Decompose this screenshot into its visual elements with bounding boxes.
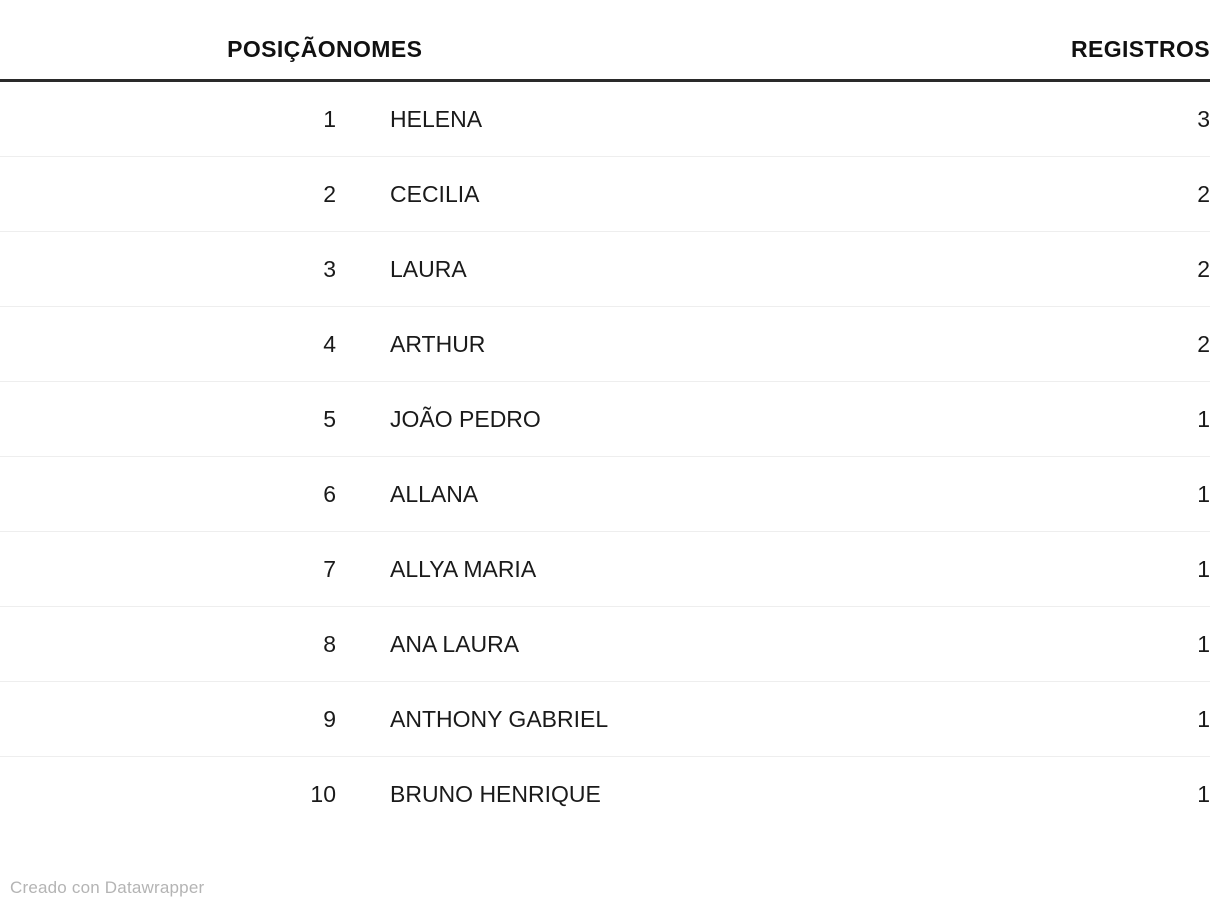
cell-registros: 1: [1197, 480, 1210, 507]
table-row: [0, 457, 1210, 532]
cell-nome: ANA LAURA: [390, 630, 520, 657]
cell-posicao: 10: [310, 780, 336, 807]
table-header-row: [0, 36, 1210, 81]
cell-posicao: 6: [323, 480, 336, 507]
ranking-table: [0, 36, 1210, 831]
table-row: [0, 532, 1210, 607]
cell-registros: 1: [1197, 555, 1210, 582]
cell-nome: JOÃO PEDRO: [390, 405, 541, 432]
table-header: [0, 36, 1210, 81]
table-row: [0, 382, 1210, 457]
table-row: [0, 757, 1210, 832]
cell-nome: ARTHUR: [390, 330, 486, 357]
cell-posicao: 3: [323, 255, 336, 282]
cell-nome: ANTHONY GABRIEL: [390, 705, 609, 732]
table-row: [0, 157, 1210, 232]
top-spacer: [0, 0, 1220, 36]
cell-registros: 1: [1197, 780, 1210, 807]
cell-posicao: 9: [323, 705, 336, 732]
column-header-nomes[interactable]: NOMES: [336, 36, 423, 62]
cell-registros: 1: [1197, 630, 1210, 657]
column-header-registros[interactable]: REGISTROS: [1070, 36, 1210, 62]
cell-posicao: 7: [323, 555, 336, 582]
cell-registros: 1: [1197, 705, 1210, 732]
cell-registros: 3: [1197, 105, 1210, 132]
datawrapper-credit[interactable]: Creado con Datawrapper: [10, 878, 205, 897]
cell-nome: ALLANA: [390, 480, 479, 507]
cell-posicao: 2: [323, 180, 336, 207]
table-row: [0, 682, 1210, 757]
cell-posicao: 1: [323, 105, 336, 132]
table-row: [0, 307, 1210, 382]
table-row: [0, 232, 1210, 307]
cell-nome: BRUNO HENRIQUE: [390, 780, 601, 807]
column-header-posicao[interactable]: POSIÇÃO: [227, 36, 336, 62]
ranking-table-container: [0, 36, 1220, 831]
cell-posicao: 5: [323, 405, 336, 432]
table-row: [0, 81, 1210, 157]
cell-registros: 1: [1197, 405, 1210, 432]
table-body: [0, 81, 1210, 832]
cell-nome: HELENA: [390, 105, 483, 132]
cell-registros: 2: [1197, 180, 1210, 207]
cell-nome: LAURA: [390, 255, 467, 282]
cell-nome: ALLYA MARIA: [390, 555, 537, 582]
table-row: [0, 607, 1210, 682]
cell-posicao: 8: [323, 630, 336, 657]
cell-registros: 2: [1197, 330, 1210, 357]
cell-nome: CECILIA: [390, 180, 480, 207]
cell-registros: 2: [1197, 255, 1210, 282]
cell-posicao: 4: [323, 330, 336, 357]
